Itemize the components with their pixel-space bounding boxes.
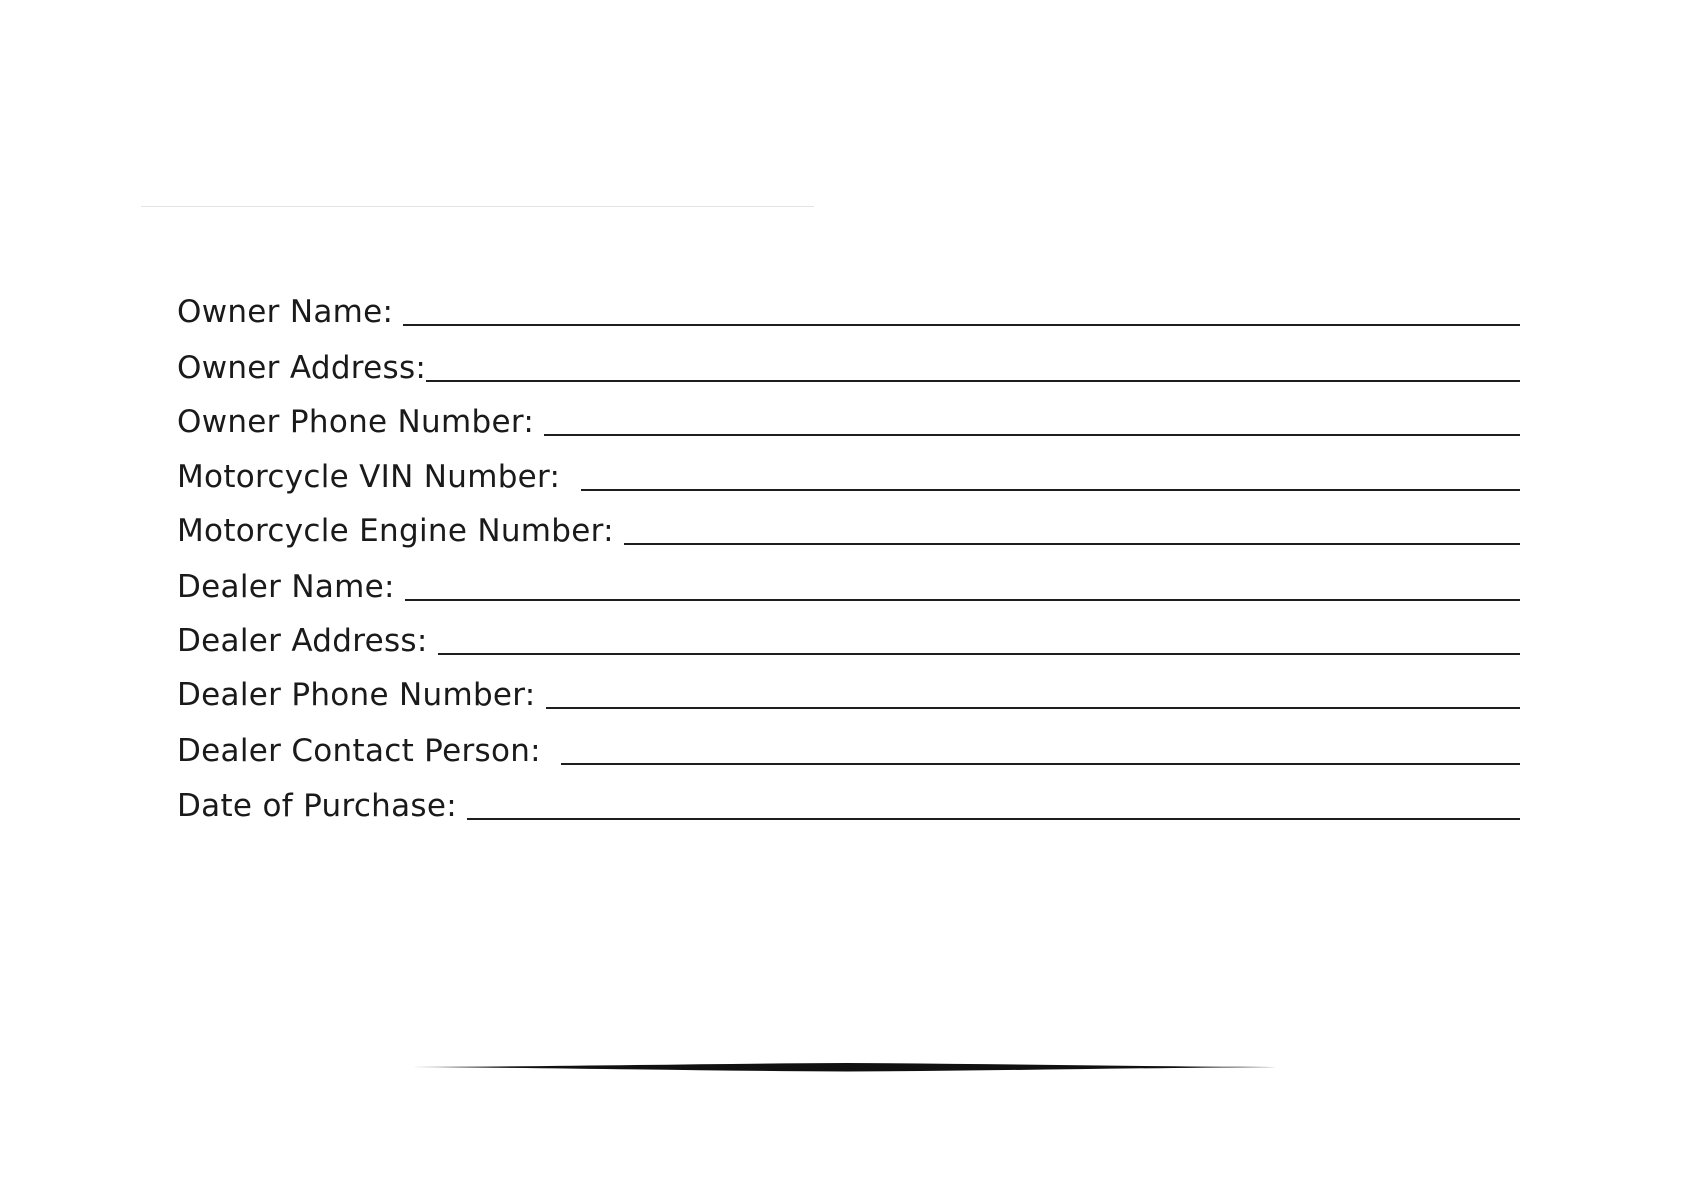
dealer-address-field[interactable] (438, 653, 1520, 655)
purchase-date-field[interactable] (467, 818, 1520, 820)
dealer-name-field[interactable] (405, 599, 1520, 601)
engine-number-field[interactable] (624, 543, 1520, 545)
dealer-contact-label: Dealer Contact Person: (177, 733, 562, 769)
dealer-contact-field[interactable] (561, 763, 1520, 765)
owner-name-field[interactable] (403, 324, 1520, 326)
dealer-phone-row (177, 675, 1520, 715)
owner-phone-field[interactable] (544, 434, 1520, 436)
owner-address-row (177, 348, 1520, 388)
owner-phone-row (177, 402, 1520, 442)
dealer-phone-label: Dealer Phone Number: (177, 677, 546, 713)
vin-number-row (177, 457, 1520, 497)
owner-name-row (177, 292, 1520, 332)
owner-phone-label: Owner Phone Number: (177, 404, 545, 440)
owner-address-label: Owner Address: (177, 350, 427, 386)
dealer-name-label: Dealer Name: (177, 569, 405, 605)
owner-name-label: Owner Name: (177, 294, 404, 330)
purchase-date-label: Date of Purchase: (177, 788, 468, 824)
vin-number-label: Motorcycle VIN Number: (177, 459, 581, 495)
dealer-contact-row (177, 731, 1520, 771)
purchase-date-row (177, 786, 1520, 826)
owner-address-field[interactable] (426, 380, 1520, 382)
registration-form (177, 0, 1520, 1191)
engine-number-label: Motorcycle Engine Number: (177, 513, 625, 549)
dealer-address-label: Dealer Address: (177, 623, 438, 659)
bottom-swoosh-divider (412, 1060, 1282, 1074)
vin-number-field[interactable] (581, 489, 1520, 491)
dealer-address-row (177, 621, 1520, 661)
dealer-phone-field[interactable] (546, 707, 1520, 709)
dealer-name-row (177, 567, 1520, 607)
engine-number-row (177, 511, 1520, 551)
